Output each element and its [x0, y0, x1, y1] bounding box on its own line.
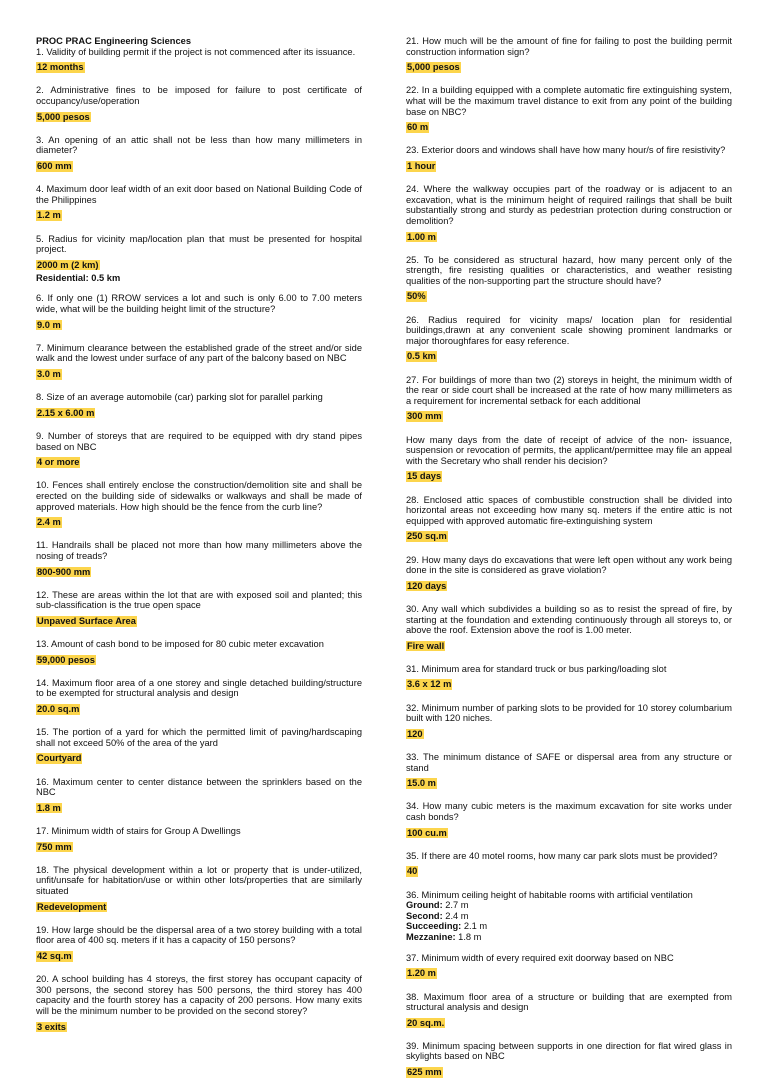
question-item [36, 540, 362, 579]
question-item [406, 1041, 732, 1080]
question-text: 9. Number of storeys that are required to be equipped with dry stand pipes based on NBC [36, 431, 362, 452]
question-item [406, 184, 732, 244]
question-item [406, 992, 732, 1031]
question-text: 32. Minimum number of parking slots to be provided for 10 storey columbarium built with 120 niches. [406, 702, 732, 724]
answer-line-value: 2.7 m [442, 900, 469, 911]
answer-row [406, 674, 732, 692]
question-item [36, 85, 362, 124]
question-item [36, 925, 362, 964]
answer-line-label: Mezzanine: [406, 931, 456, 942]
answer-highlight: 5,000 pesos [37, 111, 90, 122]
answer-row [36, 57, 362, 75]
question-text: 12. These are areas within the lot that are with exposed soil and planted; this sub-classification is the true open space [36, 589, 362, 611]
question-text: 21. How much will be the amount of fine for failing to post the building permit construction information sign? [406, 36, 732, 57]
answer-line-value: 2.1 m [461, 921, 488, 932]
answer-row [406, 823, 732, 841]
answer-row [406, 526, 732, 544]
question-text: 3. An opening of an attic shall not be less than how many millimeters in diameter? [36, 134, 362, 156]
answer-row [36, 946, 362, 964]
question-text: 35. If there are 40 motel rooms, how many car park slots must be provided? [406, 850, 718, 861]
answer-row [36, 837, 362, 855]
answer-row [36, 403, 362, 421]
answer-row [36, 364, 362, 382]
question-item [406, 435, 732, 485]
answer-highlight: 100 cu.m [407, 827, 447, 838]
answer-highlight: 800-900 mm [37, 566, 91, 577]
answer-highlight: 3.0 m [37, 369, 61, 380]
question-text: 1. Validity of building permit if the project is not commenced after its issuance. [36, 46, 356, 57]
answer-highlight: 1 hour [407, 160, 436, 171]
question-item [406, 752, 732, 791]
question-item [36, 392, 362, 421]
answer-row [406, 773, 732, 791]
question-item [36, 47, 362, 76]
answer-line [406, 932, 732, 943]
answer-row [36, 107, 362, 125]
answer-line-value: 2.4 m [442, 910, 469, 921]
question-text: 11. Handrails shall be placed not more than how many millimeters above the nosing of treads? [36, 540, 362, 561]
answer-row [406, 1013, 732, 1031]
answer-highlight: 3 exits [37, 1021, 66, 1032]
answer-row [406, 227, 732, 245]
answer-highlight: 60 m [407, 122, 429, 133]
question-text: 24. Where the walkway occupies part of the roadway or is adjacent to an excavation, what is the minimum height of required railings that shall be built substantially strong and sturdy as pedestrian protection during construction or demolition? [406, 184, 732, 226]
question-text: 29. How many days do excavations that were left open without any work being done in the site is considered as grave violation? [406, 554, 732, 576]
answer-highlight: 300 mm [407, 411, 442, 422]
answer-row [406, 286, 732, 304]
answer-highlight: 40 [407, 866, 418, 877]
question-item [406, 495, 732, 545]
question-item [406, 604, 732, 654]
question-text: 31. Minimum area for standard truck or bus parking/loading slot [406, 663, 667, 674]
answer-highlight: 1.20 m [407, 968, 436, 979]
answer-row [36, 452, 362, 470]
answer-highlight: 20 sq.m. [407, 1017, 445, 1028]
answer-highlight: 2000 m (2 km) [37, 259, 99, 270]
question-text: 5. Radius for vicinity map/location plan that must be presented for hospital project. [36, 233, 362, 255]
question-text: 23. Exterior doors and windows shall have how many hour/s of fire resistivity? [406, 145, 726, 156]
question-item [36, 639, 362, 668]
answer-row [36, 1017, 362, 1035]
answer-highlight: 20.0 sq.m [37, 704, 80, 715]
answer-highlight: 600 mm [37, 160, 72, 171]
answer-highlight: Fire wall [407, 640, 445, 651]
question-text: 13. Amount of cash bond to be imposed for 80 cubic meter excavation [36, 639, 324, 650]
question-item [406, 664, 732, 693]
answer-highlight: 9.0 m [37, 319, 61, 330]
question-item [406, 890, 732, 943]
answer-row [36, 748, 362, 766]
question-item [36, 974, 362, 1034]
question-text: 34. How many cubic meters is the maximum excavation for site works under cash bonds? [406, 801, 732, 822]
answer-row [406, 861, 732, 879]
question-item [36, 135, 362, 174]
question-text: 7. Minimum clearance between the established grade of the street and/or side walk and the lowest under surface of any part of the balcony based on NBC [36, 342, 362, 364]
answer-row [406, 724, 732, 742]
question-text: 25. To be considered as structural hazard, how many percent only of the strength, fire resisting qualities or characteristics, and weather resisting qualities of the non-supporting part the structure should have? [406, 254, 732, 286]
question-item [406, 255, 732, 305]
question-text: 15. The portion of a yard for which the permitted limit of paving/hardscaping shall not exceed 50% of the area of the yard [36, 727, 362, 748]
question-item [36, 777, 362, 816]
answer-highlight: 50% [407, 291, 426, 302]
answer-row [36, 798, 362, 816]
answer-highlight: 625 mm [407, 1067, 442, 1078]
question-item [36, 293, 362, 332]
answer-row [406, 156, 732, 174]
answer-row [406, 466, 732, 484]
question-item [406, 953, 732, 982]
question-item [406, 315, 732, 365]
question-text: 10. Fences shall entirely enclose the construction/demolition site and shall be erected on the building side of sidewalks or walkways and shall be made of approved materials. How high should be the fence from the curb line? [36, 480, 362, 512]
answer-highlight: 1.00 m [407, 231, 436, 242]
question-item [36, 727, 362, 766]
answer-line-label: Second: [406, 910, 443, 921]
answer-highlight: 59,000 pesos [37, 654, 95, 665]
answer-row [406, 57, 732, 75]
question-text: 36. Minimum ceiling height of habitable rooms with artificial ventilation [406, 889, 693, 900]
question-text: 33. The minimum distance of SAFE or dispersal area from any structure or stand [406, 752, 732, 773]
answer-highlight: 12 months [37, 62, 84, 73]
left-column [36, 36, 362, 1045]
question-item [406, 555, 732, 594]
question-text: 26. Radius required for vicinity maps/ location plan for residential buildings,drawn at any convenient scale showing prominent landmarks or major thoroughfares for easy reference. [406, 314, 732, 346]
question-item [36, 234, 362, 284]
answer-row [406, 636, 732, 654]
answer-highlight: 3.6 x 12 m [407, 679, 452, 690]
answer-highlight: 2.4 m [37, 517, 61, 528]
question-item [406, 851, 732, 880]
answer-row [406, 576, 732, 594]
answer-highlight: 750 mm [37, 841, 72, 852]
question-item [36, 343, 362, 382]
question-text: 8. Size of an average automobile (car) parking slot for parallel parking [36, 392, 323, 403]
answer-row [36, 650, 362, 668]
question-item [36, 431, 362, 470]
question-item [406, 145, 732, 174]
answer-highlight: 0.5 km [407, 351, 436, 362]
answer-highlight: 120 days [407, 580, 447, 591]
question-item [36, 480, 362, 530]
question-text: How many days from the date of receipt of advice of the non- issuance, suspension or revocation of permits, the applicant/permittee may file an appeal with the Secretary who shall render his decision? [406, 434, 732, 466]
answer-row [36, 699, 362, 717]
question-text: 17. Minimum width of stairs for Group A Dwellings [36, 826, 241, 836]
answer-highlight: 42 sq.m [37, 950, 72, 961]
question-item [36, 678, 362, 717]
right-column [406, 36, 732, 1090]
question-item [406, 801, 732, 840]
question-item [36, 826, 362, 855]
question-item [36, 865, 362, 915]
answer-line [406, 911, 732, 922]
answer-extra: Residential: 0.5 km [36, 272, 121, 283]
question-text: 20. A school building has 4 storeys, the first storey has occupant capacity of 300 persons, the second storey has 500 persons, the third storey has 400 capacity and the fourth storey has a capacity of 200 persons. How many exits will be the minimum number to be provided on the second storey? [36, 974, 362, 1016]
question-item [406, 85, 732, 135]
question-item [36, 590, 362, 629]
answer-highlight: Redevelopment [37, 901, 107, 912]
answer-line-label: Succeeding: [406, 921, 462, 932]
answer-row [406, 117, 732, 135]
answer-row [406, 963, 732, 981]
answer-line-value: 1.8 m [455, 931, 482, 942]
question-text: 37. Minimum width of every required exit doorway based on NBC [406, 952, 674, 963]
document-title: PROC PRAC Engineering Sciences [36, 36, 191, 46]
question-text: 27. For buildings of more than two (2) storeys in height, the minimum width of the rear or side court shall be increased at the rate of how many millimeters as a requirement for incremental setback for each additional [406, 374, 732, 406]
question-text: 30. Any wall which subdivides a building so as to resist the spread of fire, by starting at the foundation and extending continuously through all storeys to, or above the roof. Extension above the roof is 1.00 meter. [406, 603, 732, 636]
question-item [36, 184, 362, 223]
question-text: 28. Enclosed attic spaces of combustible construction shall be divided into horizontal areas not exceeding how many sq. meters if the entire attic is not equipped with approved automatic fire-extinguishing system [406, 494, 732, 526]
answer-row [36, 315, 362, 333]
question-text: 6. If only one (1) RROW services a lot and such is only 6.00 to 7.00 meters wide, what will be the building height limit of the structure? [36, 293, 362, 315]
answer-highlight: 120 [407, 728, 423, 739]
answer-row [36, 562, 362, 580]
answer-row [36, 205, 362, 223]
answer-highlight: Unpaved Surface Area [37, 615, 136, 626]
question-item [406, 703, 732, 742]
question-text: 18. The physical development within a lot or property that is under-utilized, unfit/unsafe for habitation/use or within other lots/properties that are similarly situated [36, 864, 362, 896]
answer-line [406, 900, 732, 911]
answer-row [36, 897, 362, 915]
answer-row [406, 346, 732, 364]
answer-highlight: 15 days [407, 471, 442, 482]
answer-row [36, 611, 362, 629]
question-text: 14. Maximum floor area of a one storey and single detached building/structure to be exempted for structural analysis and design [36, 677, 362, 699]
question-text: 38. Maximum floor area of a structure or building that are exempted from structural analysis and design [406, 991, 732, 1013]
answer-highlight: 2.15 x 6.00 m [37, 407, 95, 418]
question-text: 22. In a building equipped with a complete automatic fire extinguishing system, what will be the maximum travel distance to exit from any point of the building base on NBC? [406, 85, 732, 117]
answer-highlight: Courtyard [37, 753, 82, 764]
question-text: 2. Administrative fines to be imposed for failure to post certificate of occupancy/use/operation [36, 85, 362, 106]
answer-row [36, 512, 362, 530]
answer-highlight: 15.0 m [407, 778, 436, 789]
answer-highlight: 1.8 m [37, 802, 61, 813]
answer-line-label: Ground: [406, 900, 443, 911]
answer-lines [406, 900, 732, 942]
answer-highlight: 1.2 m [37, 210, 61, 221]
answer-highlight: 4 or more [37, 457, 80, 468]
answer-row [406, 406, 732, 424]
answer-row [406, 1062, 732, 1080]
answer-row [36, 255, 362, 273]
answer-line [406, 921, 732, 932]
answer-highlight: 5,000 pesos [407, 62, 460, 73]
question-text: 19. How large should be the dispersal area of a two storey building with a total floor area of 400 sq. meters if it has a capacity of 150 persons? [36, 924, 362, 946]
question-text: 16. Maximum center to center distance between the sprinklers based on the NBC [36, 776, 362, 798]
question-item [406, 375, 732, 425]
question-item [406, 36, 732, 75]
answer-row [36, 156, 362, 174]
answer-highlight: 250 sq.m [407, 531, 447, 542]
question-text: 4. Maximum door leaf width of an exit door based on National Building Code of the Philippines [36, 184, 362, 205]
question-text: 39. Minimum spacing between supports in one direction for flat wired glass in skylights based on NBC [406, 1040, 732, 1062]
